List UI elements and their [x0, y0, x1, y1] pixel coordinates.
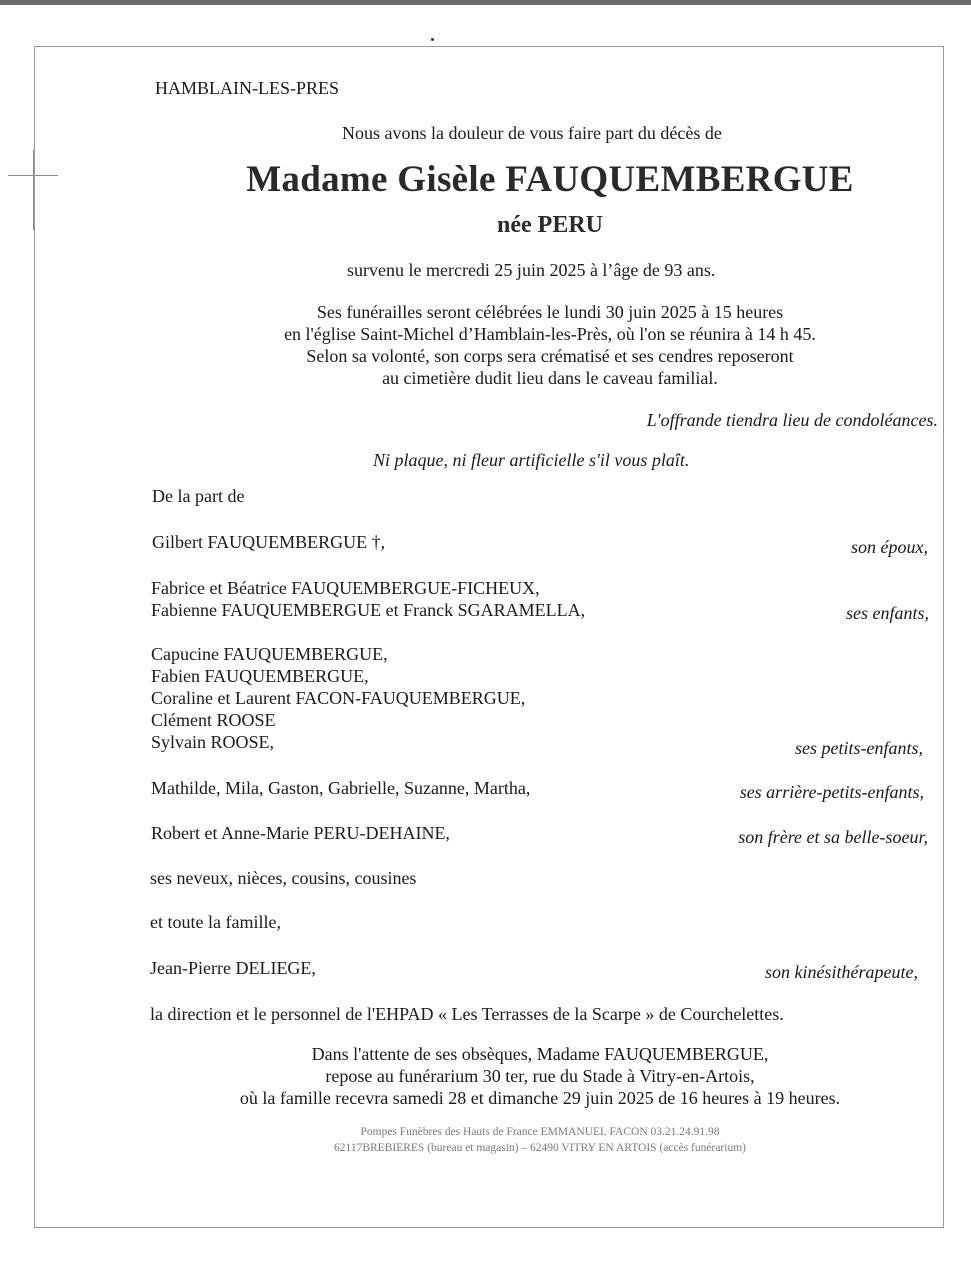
spouse-role: son époux,: [851, 537, 928, 557]
children-role: ses enfants,: [846, 603, 929, 623]
grandchild-name: Sylvain ROOSE,: [151, 732, 275, 752]
great-grandchildren-role: ses arrière-petits-enfants,: [739, 782, 924, 802]
grandchild-name: Fabien FAUQUEMBERGUE,: [151, 666, 369, 686]
extended-relatives: ses neveux, nièces, cousins, cousines: [150, 868, 417, 888]
visitation-line-3: où la famille recevra samedi 28 et dimanche 29 juin 2025 de 16 heures à 19 heures.: [239, 1088, 841, 1108]
scan-speck: [431, 38, 434, 41]
sibling-role: son frère et sa belle-soeur,: [738, 827, 928, 847]
child-name: Fabrice et Béatrice FAUQUEMBERGUE-FICHEUX,: [151, 578, 540, 598]
spouse-name: Gilbert FAUQUEMBERGUE †,: [152, 532, 386, 552]
funeral-line-3: Selon sa volonté, son corps sera crématisé et ses cendres reposeront: [306, 346, 794, 366]
funeral-home-info: Pompes Funèbres des Hauts de France EMMANUEL FACON 03.21.24.91.98: [360, 1126, 720, 1138]
town-name: HAMBLAIN-LES-PRES: [155, 78, 340, 98]
birth-name: née PERU: [497, 212, 603, 238]
funeral-home-address: 62117BREBIERES (bureau et magasin) – 62490 VITRY EN ARTOIS (accès funérarium): [334, 1142, 746, 1154]
funeral-line-1: Ses funérailles seront célébrées le lundi 30 juin 2025 à 15 heures: [316, 302, 784, 322]
ehpad-staff: la direction et le personnel de l'EHPAD « Les Terrasses de la Scarpe » de Courchelettes.: [150, 1004, 784, 1024]
visitation-line-1: Dans l'attente de ses obsèques, Madame FAUQUEMBERGUE,: [311, 1044, 769, 1064]
sibling-names: Robert et Anne-Marie PERU-DEHAINE,: [151, 823, 450, 843]
grandchild-name: Clément ROOSE: [151, 710, 276, 730]
therapist-name: Jean-Pierre DELIEGE,: [150, 958, 316, 978]
no-flowers-note: Ni plaque, ni fleur artificielle s'il vous plaît.: [373, 450, 690, 470]
grandchild-name: Capucine FAUQUEMBERGUE,: [151, 644, 388, 664]
funeral-line-4: au cimetière dudit lieu dans le caveau familial.: [382, 368, 718, 388]
grandchild-name: Coraline et Laurent FACON-FAUQUEMBERGUE,: [151, 688, 526, 708]
death-date: survenu le mercredi 25 juin 2025 à l’âge de 93 ans.: [347, 260, 716, 280]
funeral-line-2: en l'église Saint-Michel d’Hamblain-les-Près, où l'on se réunira à 14 h 45.: [284, 324, 816, 344]
announcement-intro: Nous avons la douleur de vous faire part du décès de: [342, 123, 722, 143]
family-intro: De la part de: [152, 486, 245, 506]
visitation-line-2: repose au funérarium 30 ter, rue du Stade à Vitry-en-Artois,: [325, 1066, 755, 1086]
whole-family: et toute la famille,: [150, 912, 281, 932]
grandchildren-role: ses petits-enfants,: [795, 738, 923, 758]
scan-top-edge: [0, 0, 971, 5]
great-grandchildren-names: Mathilde, Mila, Gaston, Gabrielle, Suzanne, Martha,: [151, 778, 531, 798]
offering-note: L'offrande tiendra lieu de condoléances.: [646, 410, 938, 430]
child-name: Fabienne FAUQUEMBERGUE et Franck SGARAMELLA,: [151, 600, 586, 620]
therapist-role: son kinésithérapeute,: [765, 962, 918, 982]
deceased-name: Madame Gisèle FAUQUEMBERGUE: [246, 159, 854, 200]
